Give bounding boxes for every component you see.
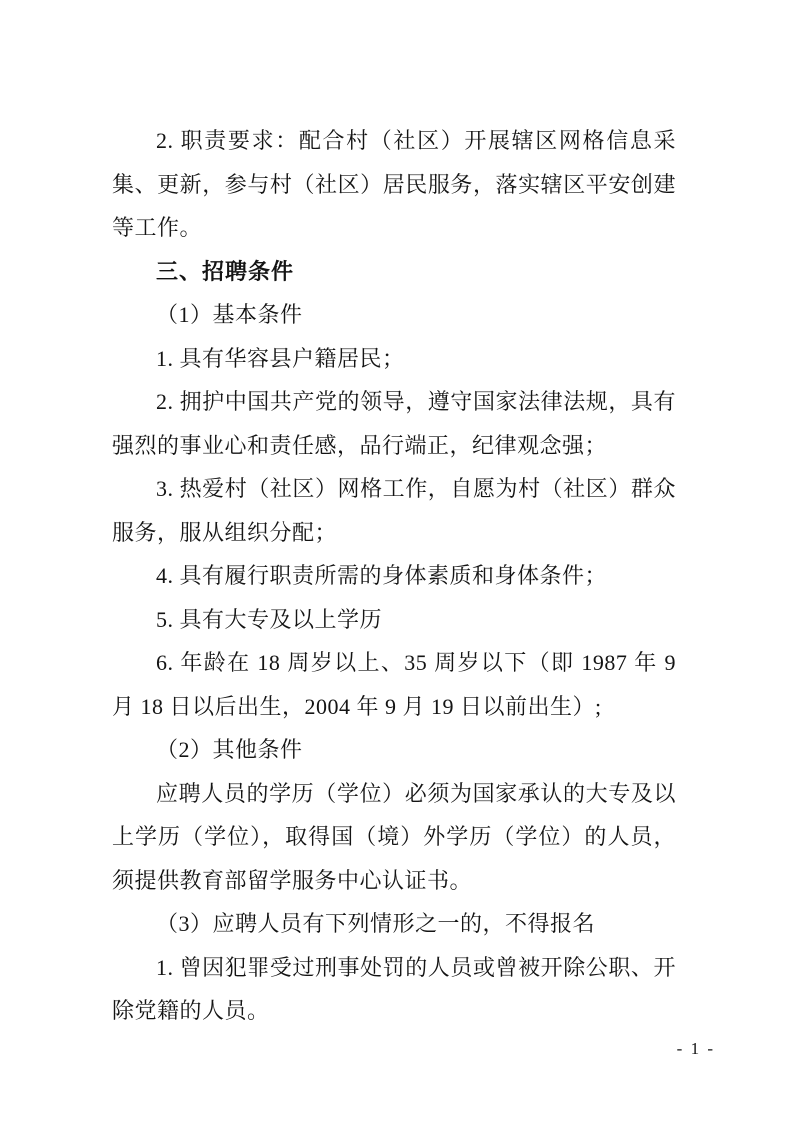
item-education-level: 5. 具有大专及以上学历 <box>156 606 383 632</box>
subheading-other-conditions: （2）其他条件 <box>156 737 303 762</box>
item-physical-condition: 4. 具有履行职责所需的身体素质和身体条件； <box>156 563 608 588</box>
document-body <box>112 119 676 1033</box>
item-love-grid-work: 3. 热爱村（社区）网格工作，自愿为村（社区）群众服务，服从组织分配； <box>112 476 676 545</box>
subheading-disqualification: （3）应聘人员有下列情形之一的，不得报名 <box>156 911 596 936</box>
page-number: - 1 - <box>676 1039 715 1058</box>
item-criminal-record: 1. 曾因犯罪受过刑事处罚的人员或曾被开除公职、开除党籍的人员。 <box>112 954 676 1023</box>
heading-recruitment-conditions: 三、招聘条件 <box>156 258 295 284</box>
item-household-registration: 1. 具有华容县户籍居民； <box>156 345 405 371</box>
item-party-leadership: 2. 拥护中国共产党的领导，遵守国家法律法规，具有强烈的事业心和责任感，品行端正，纪律观念强； <box>112 389 676 458</box>
paragraph-education-recognition: 应聘人员的学历（学位）必须为国家承认的大专及以上学历（学位），取得国（境）外学历（学位）的人员，须提供教育部留学服务中心认证书。 <box>112 780 676 893</box>
item-age-requirement: 6. 年龄在 18 周岁以上、35 周岁以下（即 1987 年 9 月 18 日以后出生，2004 年 9 月 19 日以前出生）; <box>112 650 676 719</box>
paragraph-duty-requirements: 2. 职责要求：配合村（社区）开展辖区网格信息采集、更新，参与村（社区）居民服务，落实辖区平安创建等工作。 <box>112 128 676 240</box>
subheading-basic-conditions: （1）基本条件 <box>156 302 303 327</box>
